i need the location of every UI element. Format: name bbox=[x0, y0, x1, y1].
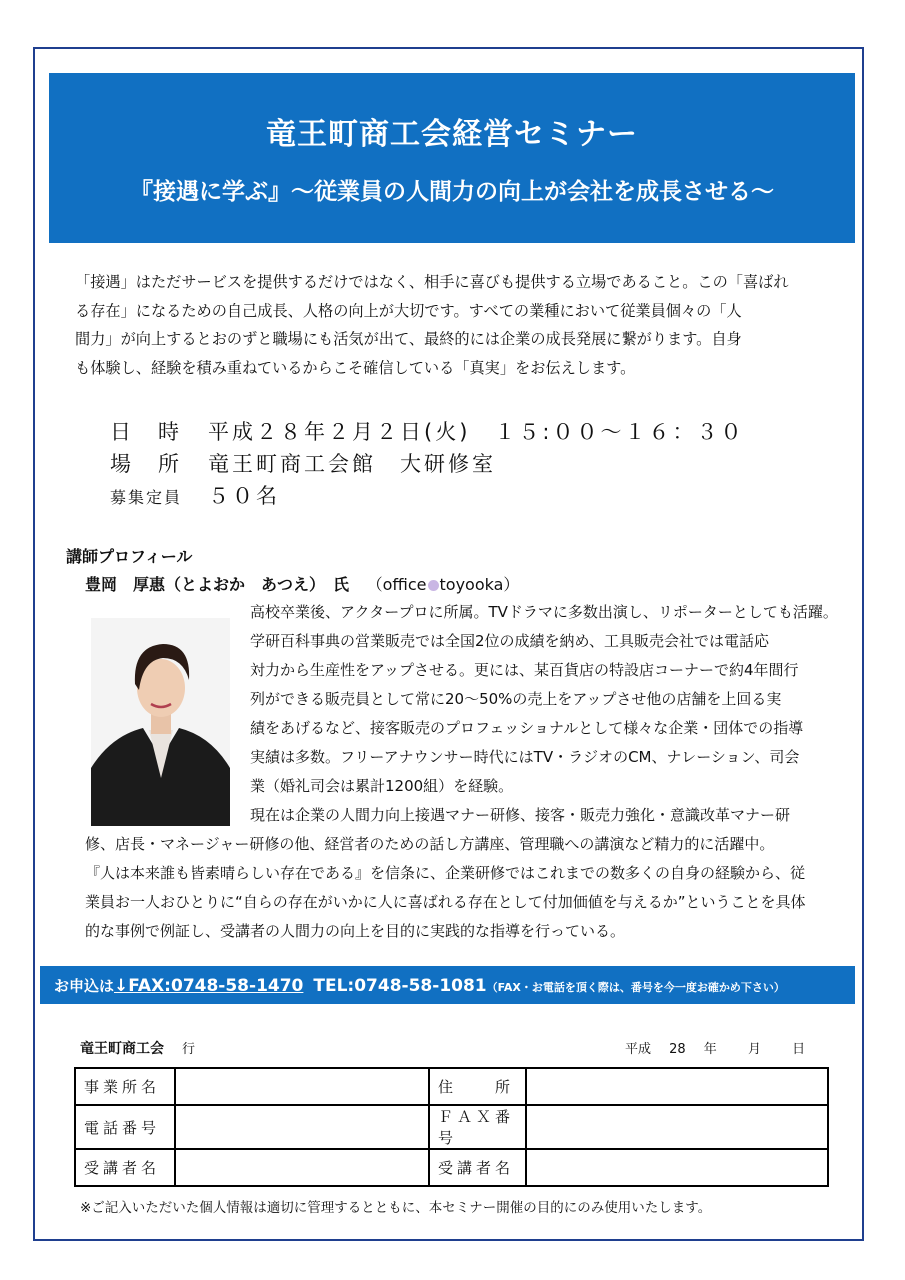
place-row bbox=[110, 448, 744, 480]
bio-line: 修、店長・マネージャー研修の他、経営者のための話し方講座、管理職への講演など精力的に活躍中。 bbox=[85, 835, 775, 853]
lecturer-org-prefix: （office bbox=[366, 575, 427, 594]
seminar-title: 竜王町商工会経営セミナー bbox=[266, 117, 638, 152]
bio-line: 業（婚礼司会は累計1200組）を経験。 bbox=[250, 777, 514, 795]
capacity-row bbox=[110, 480, 744, 514]
dot-icon bbox=[428, 580, 439, 591]
place-label: 場 所 bbox=[110, 452, 182, 476]
address-field[interactable] bbox=[526, 1068, 828, 1105]
bio-line: 実績は多数。フリーアナウンサー時代にはTV・ラジオのCM、ナレーション、司会 bbox=[250, 748, 800, 766]
bio-side-text bbox=[250, 598, 840, 830]
intro-line: 間力」が向上するとおのずと職場にも活気が出て、最終的には企業の成長発展に繋がります。自身 bbox=[75, 330, 742, 348]
phone-field[interactable] bbox=[175, 1105, 429, 1149]
attendee-name-field[interactable] bbox=[175, 1149, 429, 1186]
bio-line: 列ができる販売員として常に20～50%の売上をアップさせ他の店舗を上回る実 bbox=[250, 690, 782, 708]
form-label: 電話番号 bbox=[75, 1105, 175, 1149]
bio-line: 的な事例で例証し、受講者の人間力の向上を目的に実践的な指導を行っている。 bbox=[85, 922, 626, 940]
apply-prefix: お申込は bbox=[54, 977, 115, 995]
bio-full-text bbox=[85, 830, 845, 946]
bio-line: 業員お一人おひとりに“自らの存在がいかに人に喜ばれる存在として付加価値を与えるか”ということを具体 bbox=[85, 893, 806, 911]
form-row bbox=[75, 1068, 828, 1105]
fax-field[interactable] bbox=[526, 1105, 828, 1149]
lecturer-name-text: 豊岡 厚惠（とよおか あつえ） 氏 bbox=[85, 575, 350, 594]
apply-note: （FAX・お電話を頂く際は、番号を今一度お確かめ下さい） bbox=[486, 981, 785, 994]
fax-number: ↓FAX:0748-58-1470 bbox=[114, 976, 304, 996]
intro-line: も体験し、経験を積み重ねているからこそ確信している「真実」をお伝えします。 bbox=[75, 358, 636, 377]
bio-line: 績をあげるなど、接客販売のプロフェッショナルとして様々な企業・団体での指導 bbox=[250, 719, 804, 737]
form-label: 受講者名 bbox=[75, 1149, 175, 1186]
attendee-name-field-2[interactable] bbox=[526, 1149, 828, 1186]
lecturer-name bbox=[85, 572, 519, 595]
capacity-label: 募集定員 bbox=[110, 488, 183, 507]
intro-line: 「接遇」はただサービスを提供するだけではなく、相手に喜びも提供する立場であること。この「喜ばれ bbox=[75, 273, 789, 291]
bio-line: 『人は本来誰も皆素晴らしい存在である』を信条に、企業研修ではこれまでの数多くの自身の経験から、従 bbox=[85, 864, 806, 882]
form-date[interactable]: 平成 28 年 月 日 bbox=[625, 1042, 806, 1057]
business-name-field[interactable] bbox=[175, 1068, 429, 1105]
portrait-illustration bbox=[91, 618, 230, 826]
privacy-note: ※ご記入いただいた個人情報は適切に管理するとともに、本セミナー開催の目的にのみ使用いたします。 bbox=[80, 1200, 712, 1216]
addressee-suffix: 行 bbox=[182, 1042, 196, 1057]
date-label: 日 時 bbox=[110, 420, 182, 444]
tel-number: TEL:0748-58-1081 bbox=[313, 976, 487, 996]
lecturer-photo bbox=[91, 618, 230, 826]
form-label: ＦＡＸ番号 bbox=[429, 1105, 526, 1149]
intro-line: る存在」になるための自己成長、人格の向上が大切です。すべての業種において従業員個々の「人 bbox=[75, 301, 742, 320]
capacity-value: ５０名 bbox=[208, 484, 280, 508]
title-banner bbox=[49, 73, 855, 243]
bio-line: 対力から生産性をアップさせる。更には、某百貨店の特設店コーナーで約4年間行 bbox=[250, 661, 799, 679]
event-details bbox=[110, 416, 744, 514]
profile-heading: 講師プロフィール bbox=[66, 547, 193, 566]
bio-line: 高校卒業後、アクタープロに所属。TVドラマに多数出演し、リポーターとしても活躍。 bbox=[250, 603, 838, 621]
addressee-name: 竜王町商工会 bbox=[80, 1041, 164, 1057]
place-value: 竜王町商工会館 大研修室 bbox=[208, 452, 496, 476]
bio-line: 学研百科事典の営業販売では全国2位の成績を納め、工具販売会社では電話応 bbox=[250, 632, 769, 650]
form-label: 受講者名 bbox=[429, 1149, 526, 1186]
application-bar bbox=[40, 966, 855, 1004]
addressee bbox=[80, 1038, 195, 1058]
date-value: 平成２８年２月２日(火) １５:００～１６：３０ bbox=[208, 420, 745, 444]
date-row bbox=[110, 416, 744, 448]
bio-line: 現在は企業の人間力向上接遇マナー研修、接客・販売力強化・意識改革マナー研 bbox=[250, 806, 791, 824]
intro-text bbox=[75, 268, 845, 382]
lecturer-org-suffix: toyooka） bbox=[439, 575, 520, 594]
form-label: 事業所名 bbox=[75, 1068, 175, 1105]
seminar-subtitle: 『接遇に学ぶ』～従業員の人間力の向上が会社を成長させる～ bbox=[130, 179, 774, 205]
application-form bbox=[74, 1067, 829, 1187]
form-label: 住 所 bbox=[429, 1068, 526, 1105]
form-row bbox=[75, 1105, 828, 1149]
form-row bbox=[75, 1149, 828, 1186]
